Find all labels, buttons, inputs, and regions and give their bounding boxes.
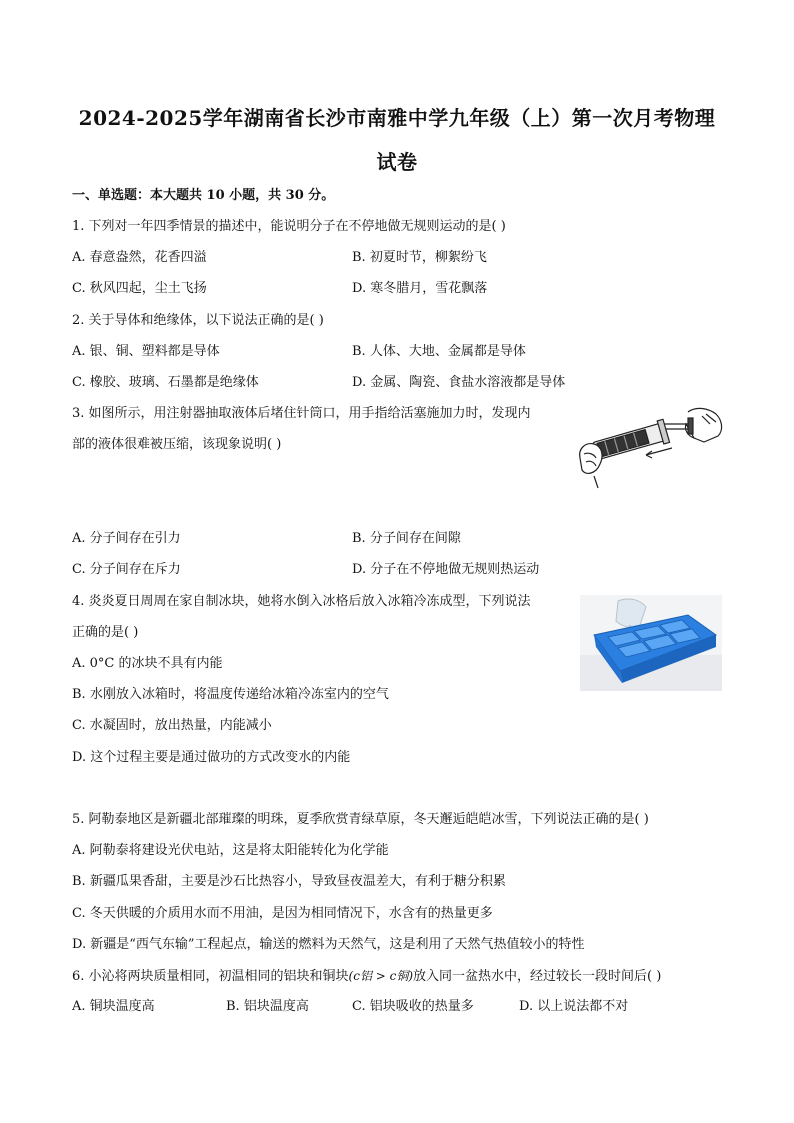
question-4-option-d: D. 这个过程主要是通过做功的方式改变水的内能 (72, 750, 351, 765)
question-6-stem (72, 967, 661, 986)
question-4-option-b: B. 水刚放入冰箱时，将温度传递给冰箱冷冻室内的空气 (72, 687, 389, 702)
question-6-option-c: C. 铝块吸收的热量多 (352, 999, 474, 1014)
question-2-option-d: D. 金属、陶瓷、食盐水溶液都是导体 (352, 375, 566, 390)
question-2-option-c: C. 橡胶、玻璃、石墨都是绝缘体 (72, 375, 259, 390)
question-5-option-a: A. 阿勒泰将建设光伏电站，这是将太阳能转化为化学能 (72, 843, 389, 858)
question-6-option-d: D. 以上说法都不对 (519, 999, 629, 1014)
question-3-stem-line-1: 3. 如图所示，用注射器抽取液体后堵住针筒口，用手指给活塞施加力时，发现内 (72, 406, 531, 421)
question-3-stem-line-2: 部的液体很难被压缩，该现象说明( ) (72, 437, 282, 452)
question-4-option-c: C. 水凝固时，放出热量，内能减小 (72, 718, 272, 733)
question-6-stem-text-end: 放入同一盆热水中，经过较长一段时间后( ) (413, 969, 662, 984)
question-3-option-c: C. 分子间存在斥力 (72, 562, 181, 577)
question-4-option-a: A. 0°C 的冰块不具有内能 (72, 656, 223, 671)
question-2-option-b: B. 人体、大地、金属都是导体 (352, 344, 526, 359)
question-2-stem: 2. 关于导体和绝缘体，以下说法正确的是( ) (72, 313, 324, 328)
question-1-option-d: D. 寒冬腊月，雪花飘落 (352, 281, 488, 296)
section-header: 一、单选题：本大题共 10 小题，共 30 分。 (72, 188, 335, 203)
question-6-option-b: B. 铝块温度高 (226, 999, 309, 1014)
document-title: 2024-2025学年湖南省长沙市南雅中学九年级（上）第一次月考物理 (78, 106, 716, 130)
question-4-stem-line-2: 正确的是( ) (72, 625, 139, 640)
question-5-option-b: B. 新疆瓜果香甜，主要是沙石比热容小，导致昼夜温差大，有利于糖分积累 (72, 874, 506, 889)
question-2-option-a: A. 银、铜、塑料都是导体 (72, 344, 220, 359)
syringe-figure (576, 402, 726, 490)
question-5-option-c: C. 冬天供暖的介质用水而不用油，是因为相同情况下，水含有的热量更多 (72, 906, 493, 921)
question-1-stem: 1. 下列对一年四季情景的描述中，能说明分子在不停地做无规则运动的是( ) (72, 219, 506, 234)
question-5-stem: 5. 阿勒泰地区是新疆北部璀璨的明珠，夏季欣赏青绿草原，冬天邂逅皑皑冰雪，下列说法正确的是( ) (72, 812, 649, 827)
specific-heat-comparison: (c铝 > c铜) (348, 969, 414, 983)
question-6-stem-text: 6. 小沁将两块质量相同，初温相同的铝块和铜块 (72, 969, 349, 984)
question-5-option-d: D. 新疆是“西气东输”工程起点，输送的燃料为天然气，这是利用了天然气热值较小的特性 (72, 937, 585, 952)
question-1-option-b: B. 初夏时节，柳絮纷飞 (352, 250, 487, 265)
question-1-option-a: A. 春意盎然，花香四溢 (72, 250, 207, 265)
question-3-option-d: D. 分子在不停地做无规则热运动 (352, 562, 540, 577)
question-4-stem-line-1: 4. 炎炎夏日周周在家自制冰块，她将水倒入冰格后放入冰箱冷冻成型，下列说法 (72, 594, 531, 609)
question-3-option-b: B. 分子间存在间隙 (352, 531, 461, 546)
question-1-option-c: C. 秋风四起，尘土飞扬 (72, 281, 207, 296)
question-6-option-a: A. 铜块温度高 (72, 999, 155, 1014)
question-3-option-a: A. 分子间存在引力 (72, 531, 181, 546)
document-title-continued: 试卷 (376, 150, 418, 174)
ice-tray-photo (580, 595, 722, 691)
